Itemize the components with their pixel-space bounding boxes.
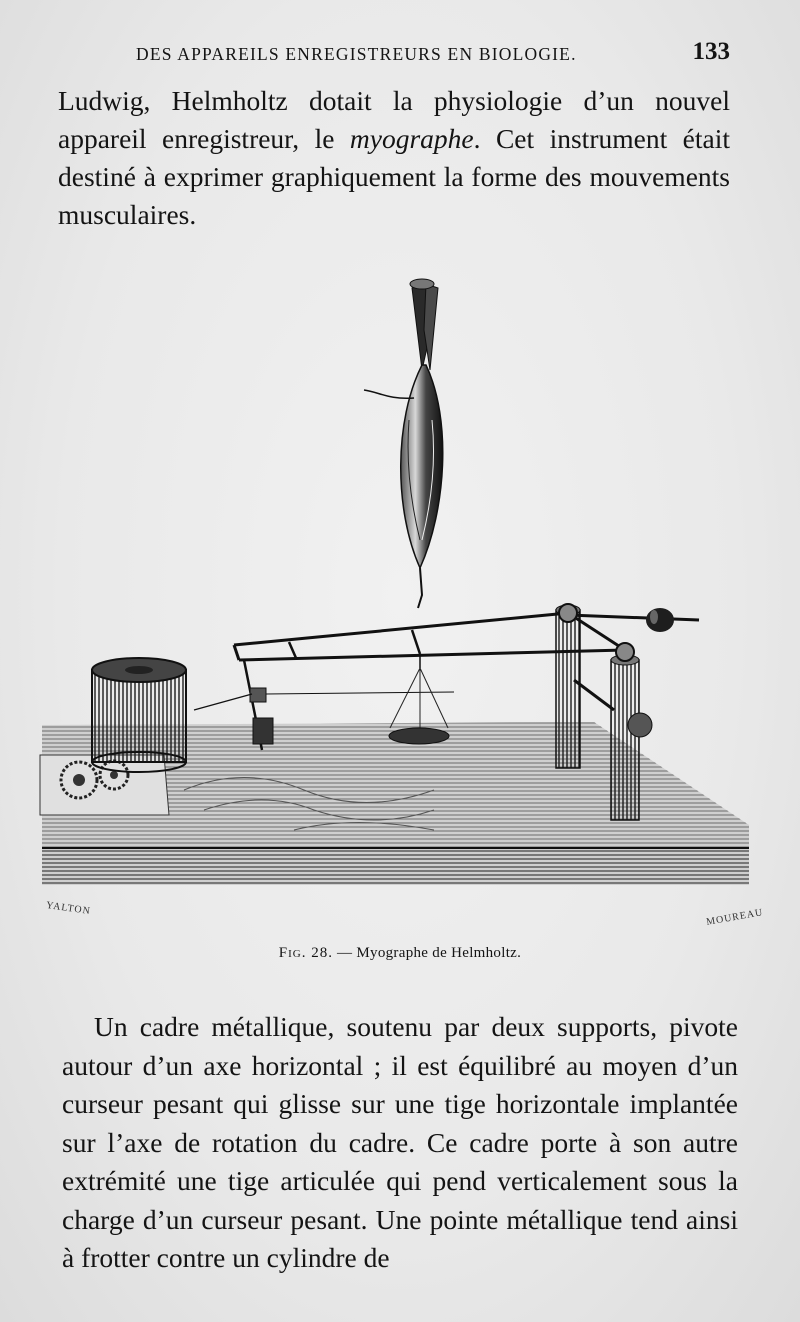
paragraph-intro-text-after: . Cet instrument était destiné à exprimer graphiquement la forme des mouvements musculaires. bbox=[58, 123, 730, 230]
figure-number: Fig. 28. bbox=[278, 945, 333, 961]
rear-support-post bbox=[556, 605, 580, 768]
paragraph-intro bbox=[58, 82, 730, 234]
figure-caption bbox=[0, 945, 800, 962]
paragraph-description: Un cadre métallique, soutenu par deux supports, pivote autour d’un axe horizontal ; il est équilibré au moyen d’un curseur pesant qui glisse sur une tige horizontale implantée sur l’axe de rotation du cadre. Ce cadre porte à son autre extrémité une tige articulée qui pend verticalement sous la charge d’un curseur pesant. Une pointe métallique tend ainsi à frotter contre un cylindre de bbox=[62, 1011, 738, 1273]
page-number: 133 bbox=[692, 38, 730, 65]
myograph-illustration bbox=[34, 270, 774, 930]
running-title: DES APPAREILS ENREGISTREURS EN BIOLOGIE. bbox=[136, 44, 577, 64]
counterweight-rod bbox=[568, 608, 699, 632]
running-head bbox=[136, 38, 736, 72]
gear-plate bbox=[40, 755, 169, 815]
myograph-engraving bbox=[34, 270, 774, 930]
engraver-signature-left: YALTON bbox=[45, 899, 92, 918]
myographe-term: myographe bbox=[349, 123, 474, 154]
muscle-specimen bbox=[364, 279, 443, 608]
weight-pan bbox=[389, 655, 449, 744]
recording-cylinder bbox=[92, 658, 186, 772]
figure-title: — Myographe de Helmholtz. bbox=[333, 945, 522, 961]
paragraph-intro-text-before: Ludwig, Helmholtz dotait la physiologie d’un nouvel appareil enregistreur, le bbox=[58, 85, 730, 154]
engraver-signature-right: MOUREAU bbox=[705, 907, 765, 928]
